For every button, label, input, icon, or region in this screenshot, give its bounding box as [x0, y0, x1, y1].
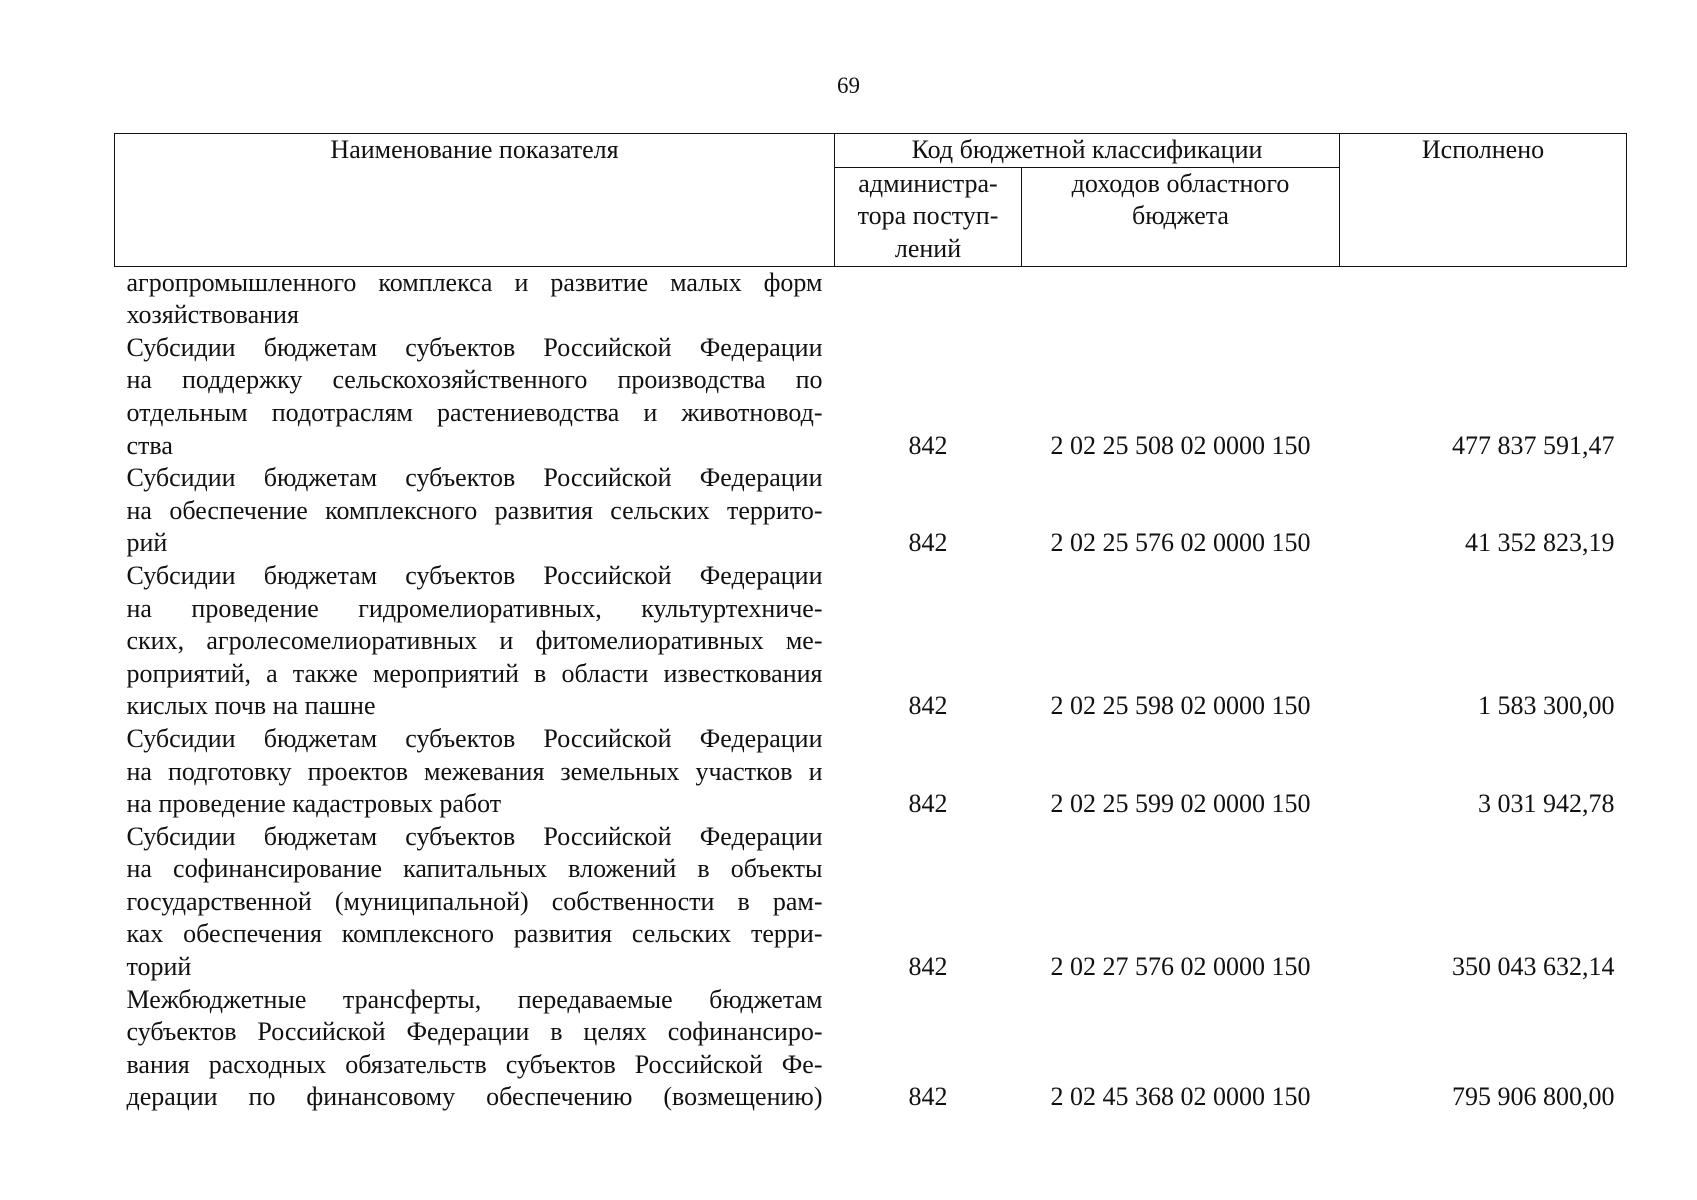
indicator-name-line: агропромышленного комплекса и развитие малых форм [126, 267, 823, 297]
page-number: 69 [837, 73, 860, 98]
header-executed: Исполнено [1340, 134, 1627, 267]
indicator-name-line: Субсидии бюджетам субъектов Российской Федерации [126, 560, 823, 590]
table-row [115, 560, 1627, 723]
indicator-name-line: субъектов Российской Федерации в целях софинансиро- [126, 1017, 823, 1047]
table-body [115, 266, 1627, 1114]
indicator-name-line: хозяйствования [126, 300, 299, 330]
table-row [115, 723, 1627, 821]
indicator-name-line: Субсидии бюджетам субъектов Российской Федерации [126, 723, 823, 753]
table-row [115, 821, 1627, 984]
indicator-name-line: дерации по финансовому обеспечению (возмещению) [126, 1082, 823, 1112]
budget-revenue-table [114, 133, 1627, 1114]
executed-amount: 477 837 591,47 [1452, 430, 1615, 460]
budget-classification-code: 2 02 27 576 02 0000 150 [1050, 952, 1311, 982]
administrator-code: 842 [908, 952, 948, 982]
indicator-name-line: ства [126, 430, 173, 460]
administrator-code: 842 [908, 1082, 948, 1112]
indicator-name-line: Субсидии бюджетам субъектов Российской Федерации [126, 821, 823, 851]
indicator-name-line: Субсидии бюджетам субъектов Российской Федерации [126, 332, 823, 362]
header-administrator-code: администра- тора поступ- лений [835, 167, 1022, 266]
indicator-name-line: государственной (муниципальной) собственности в рам- [126, 886, 823, 916]
indicator-name-line: на обеспечение комплексного развития сельских террито- [126, 495, 823, 525]
table-row [115, 462, 1627, 560]
indicator-name-line: ских, агролесомелиоративных и фитомелиоративных ме- [126, 626, 823, 656]
executed-amount: 350 043 632,14 [1452, 952, 1615, 982]
table-row [115, 332, 1627, 462]
indicator-name-line: роприятий, а также мероприятий в области известкования [126, 658, 823, 688]
indicator-name [115, 462, 835, 560]
budget-classification-code: 2 02 45 368 02 0000 150 [1050, 1082, 1311, 1112]
budget-classification-code: 2 02 25 576 02 0000 150 [1050, 528, 1311, 558]
indicator-name-line: рий [126, 528, 168, 558]
indicator-name [115, 266, 835, 332]
indicator-name-line: на проведение кадастровых работ [126, 789, 502, 819]
header-indicator-name: Наименование показателя [115, 134, 835, 267]
budget-classification-code: 2 02 25 508 02 0000 150 [1050, 430, 1311, 460]
administrator-code: 842 [908, 789, 948, 819]
indicator-name-line: ках обеспечения комплексного развития сельских терри- [126, 919, 823, 949]
indicator-name-line: Межбюджетные трансферты, передаваемые бюджетам [126, 984, 823, 1014]
indicator-name [115, 332, 835, 462]
indicator-name-line: Субсидии бюджетам субъектов Российской Федерации [126, 463, 823, 493]
executed-amount: 3 031 942,78 [1478, 789, 1615, 819]
executed-amount [1340, 266, 1627, 332]
administrator-code: 842 [908, 430, 948, 460]
budget-classification-code: 2 02 25 599 02 0000 150 [1050, 789, 1311, 819]
table-row [115, 984, 1627, 1114]
indicator-name-line: на проведение гидромелиоративных, культуртехниче- [126, 593, 823, 623]
budget-classification-code [1022, 266, 1340, 332]
indicator-name-line: кислых почв на пашне [126, 691, 376, 721]
indicator-name-line: на софинансирование капитальных вложений в объекты [126, 854, 823, 884]
indicator-name [115, 723, 835, 821]
indicator-name-line: торий [126, 952, 192, 982]
indicator-name [115, 821, 835, 984]
header-regional-budget-income-code: доходов областного бюджета [1022, 167, 1340, 266]
executed-amount: 41 352 823,19 [1465, 528, 1615, 558]
budget-classification-code: 2 02 25 598 02 0000 150 [1050, 691, 1311, 721]
executed-amount: 1 583 300,00 [1478, 691, 1615, 721]
indicator-name-line: на подготовку проектов межевания земельных участков и [126, 756, 823, 786]
executed-amount: 795 906 800,00 [1452, 1082, 1615, 1112]
indicator-name-line: на поддержку сельскохозяйственного производства по [126, 365, 823, 395]
indicator-name-line: вания расходных обязательств субъектов Российской Фе- [126, 1049, 823, 1079]
administrator-code: 842 [908, 528, 948, 558]
administrator-code [835, 266, 1022, 332]
table-header [115, 134, 1627, 267]
indicator-name [115, 984, 835, 1114]
table-row [115, 266, 1627, 332]
indicator-name-line: отдельным подотраслям растениеводства и животновод- [126, 397, 823, 427]
indicator-name [115, 560, 835, 723]
header-budget-classification-code: Код бюджетной классификации [835, 134, 1340, 168]
administrator-code: 842 [908, 691, 948, 721]
